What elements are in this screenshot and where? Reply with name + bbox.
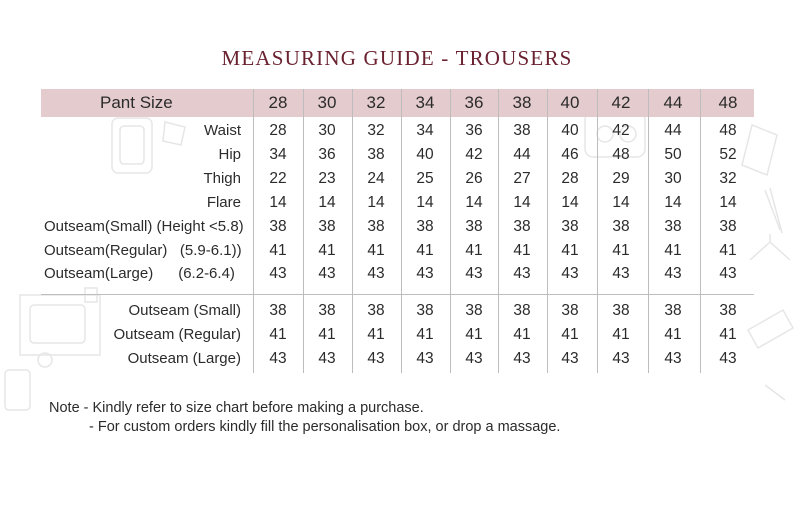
table-cell: 14	[269, 194, 287, 211]
table-cell: 38	[269, 302, 287, 319]
table-cell: 38	[367, 218, 385, 235]
grid-line	[498, 89, 499, 373]
table-cell: 38	[612, 218, 630, 235]
group-separator	[41, 294, 754, 295]
size-header-cell: 42	[611, 93, 631, 112]
table-cell: 28	[269, 122, 287, 139]
table-cell: 38	[367, 146, 385, 163]
table-cell: 28	[561, 170, 579, 187]
table-cell: 41	[367, 326, 385, 343]
table-cell: 38	[465, 302, 483, 319]
table-cell: 42	[465, 146, 483, 163]
table-cell: 38	[612, 302, 630, 319]
table-cell: 43	[416, 350, 434, 367]
table-cell: 14	[719, 194, 737, 211]
row-label: Thigh	[203, 170, 241, 187]
table-cell: 41	[612, 326, 630, 343]
note-line-2: - For custom orders kindly fill the personalisation box, or drop a massage.	[89, 419, 561, 435]
table-cell: 14	[612, 194, 630, 211]
table-cell: 41	[416, 326, 434, 343]
table-cell: 43	[561, 350, 579, 367]
table-row	[0, 143, 794, 167]
table-cell: 14	[367, 194, 385, 211]
table-cell: 41	[318, 242, 336, 259]
size-header-cell: 38	[512, 93, 532, 112]
table-cell: 48	[612, 146, 630, 163]
table-cell: 41	[561, 242, 579, 259]
table-cell: 38	[367, 302, 385, 319]
table-cell: 41	[318, 326, 336, 343]
table-cell: 41	[465, 242, 483, 259]
table-cell: 41	[561, 326, 579, 343]
table-cell: 43	[719, 350, 737, 367]
table-cell: 41	[513, 326, 531, 343]
table-cell: 38	[269, 218, 287, 235]
table-cell: 40	[416, 146, 434, 163]
table-cell: 14	[664, 194, 682, 211]
table-cell: 42	[612, 122, 630, 139]
table-cell: 44	[513, 146, 531, 163]
size-header-cell: 40	[560, 93, 580, 112]
table-cell: 43	[561, 265, 579, 282]
size-header-cell: 28	[268, 93, 288, 112]
table-cell: 30	[318, 122, 336, 139]
size-header-cell: 36	[464, 93, 484, 112]
table-cell: 52	[719, 146, 737, 163]
size-header-cell: 32	[366, 93, 386, 112]
table-cell: 43	[719, 265, 737, 282]
page-title: MEASURING GUIDE - TROUSERS	[221, 46, 573, 70]
table-row	[0, 299, 794, 323]
table-row	[0, 239, 794, 263]
table-cell: 41	[719, 242, 737, 259]
size-header-cell: 48	[718, 93, 738, 112]
table-cell: 46	[561, 146, 579, 163]
table-cell: 43	[318, 350, 336, 367]
table-cell: 38	[318, 218, 336, 235]
table-cell: 14	[416, 194, 434, 211]
table-cell: 26	[465, 170, 483, 187]
row-label: Flare	[206, 194, 241, 211]
table-cell: 40	[561, 122, 579, 139]
table-cell: 38	[416, 302, 434, 319]
table-cell: 38	[513, 218, 531, 235]
grid-line	[401, 89, 402, 373]
table-cell: 43	[318, 265, 336, 282]
table-cell: 38	[513, 302, 531, 319]
table-row	[0, 347, 794, 371]
table-cell: 48	[719, 122, 737, 139]
size-header-cell: 30	[317, 93, 337, 112]
table-cell: 22	[269, 170, 287, 187]
table-cell: 43	[269, 350, 287, 367]
table-cell: 41	[719, 326, 737, 343]
table-cell: 30	[664, 170, 682, 187]
table-cell: 41	[269, 326, 287, 343]
row-label: Outseam(Small) (Height <5.8)	[44, 218, 244, 235]
table-cell: 38	[719, 218, 737, 235]
row-label: Outseam(Regular) (5.9-6.1))	[44, 242, 242, 259]
table-cell: 32	[367, 122, 385, 139]
note-line-1: Note - Kindly refer to size chart before making a purchase.	[49, 400, 424, 416]
grid-line	[597, 89, 598, 373]
table-cell: 27	[513, 170, 531, 187]
table-cell: 43	[465, 265, 483, 282]
table-cell: 38	[561, 218, 579, 235]
table-cell: 43	[612, 265, 630, 282]
table-cell: 38	[561, 302, 579, 319]
table-cell: 43	[664, 265, 682, 282]
table-cell: 43	[269, 265, 287, 282]
header-row	[0, 91, 794, 115]
row-label: Hip	[218, 146, 241, 163]
table-cell: 34	[416, 122, 434, 139]
table-cell: 38	[318, 302, 336, 319]
table-cell: 29	[612, 170, 630, 187]
table-cell: 38	[719, 302, 737, 319]
table-cell: 38	[416, 218, 434, 235]
table-cell: 24	[367, 170, 385, 187]
table-cell: 32	[719, 170, 737, 187]
grid-line	[352, 89, 353, 373]
table-cell: 14	[513, 194, 531, 211]
table-cell: 43	[367, 265, 385, 282]
table-row	[0, 323, 794, 347]
row-label: Waist	[204, 122, 241, 139]
table-cell: 41	[465, 326, 483, 343]
table-cell: 36	[465, 122, 483, 139]
row-label: Outseam (Regular)	[113, 326, 241, 343]
table-cell: 43	[416, 265, 434, 282]
table-cell: 43	[664, 350, 682, 367]
table-cell: 43	[513, 350, 531, 367]
table-cell: 43	[367, 350, 385, 367]
table-cell: 41	[664, 242, 682, 259]
table-row	[0, 262, 794, 286]
table-cell: 50	[664, 146, 682, 163]
table-cell: 41	[664, 326, 682, 343]
table-cell: 38	[664, 302, 682, 319]
table-row	[0, 167, 794, 191]
table-cell: 23	[318, 170, 336, 187]
table-row	[0, 191, 794, 215]
size-header-cell: 44	[663, 93, 683, 112]
row-label: Outseam (Large)	[127, 350, 241, 367]
grid-line	[648, 89, 649, 373]
table-cell: 41	[367, 242, 385, 259]
table-cell: 43	[465, 350, 483, 367]
table-cell: 36	[318, 146, 336, 163]
table-cell: 43	[513, 265, 531, 282]
table-cell: 44	[664, 122, 682, 139]
table-cell: 38	[465, 218, 483, 235]
grid-line	[700, 89, 701, 373]
notes	[49, 399, 560, 437]
grid-line	[303, 89, 304, 373]
grid-line	[253, 89, 254, 373]
table-cell: 38	[664, 218, 682, 235]
table-row	[0, 215, 794, 239]
size-header-cell: 34	[415, 93, 435, 112]
table-row	[0, 119, 794, 143]
table-cell: 14	[318, 194, 336, 211]
row-label: Pant Size	[100, 93, 173, 112]
table-cell: 34	[269, 146, 287, 163]
row-label: Outseam(Large) (6.2-6.4)	[44, 265, 235, 282]
grid-line	[547, 89, 548, 373]
table-cell: 41	[269, 242, 287, 259]
table-cell: 14	[465, 194, 483, 211]
table-cell: 41	[416, 242, 434, 259]
table-cell: 38	[513, 122, 531, 139]
table-cell: 25	[416, 170, 434, 187]
table-cell: 41	[612, 242, 630, 259]
row-label: Outseam (Small)	[128, 302, 241, 319]
table-cell: 14	[561, 194, 579, 211]
table-cell: 41	[513, 242, 531, 259]
table-cell: 43	[612, 350, 630, 367]
grid-line	[450, 89, 451, 373]
